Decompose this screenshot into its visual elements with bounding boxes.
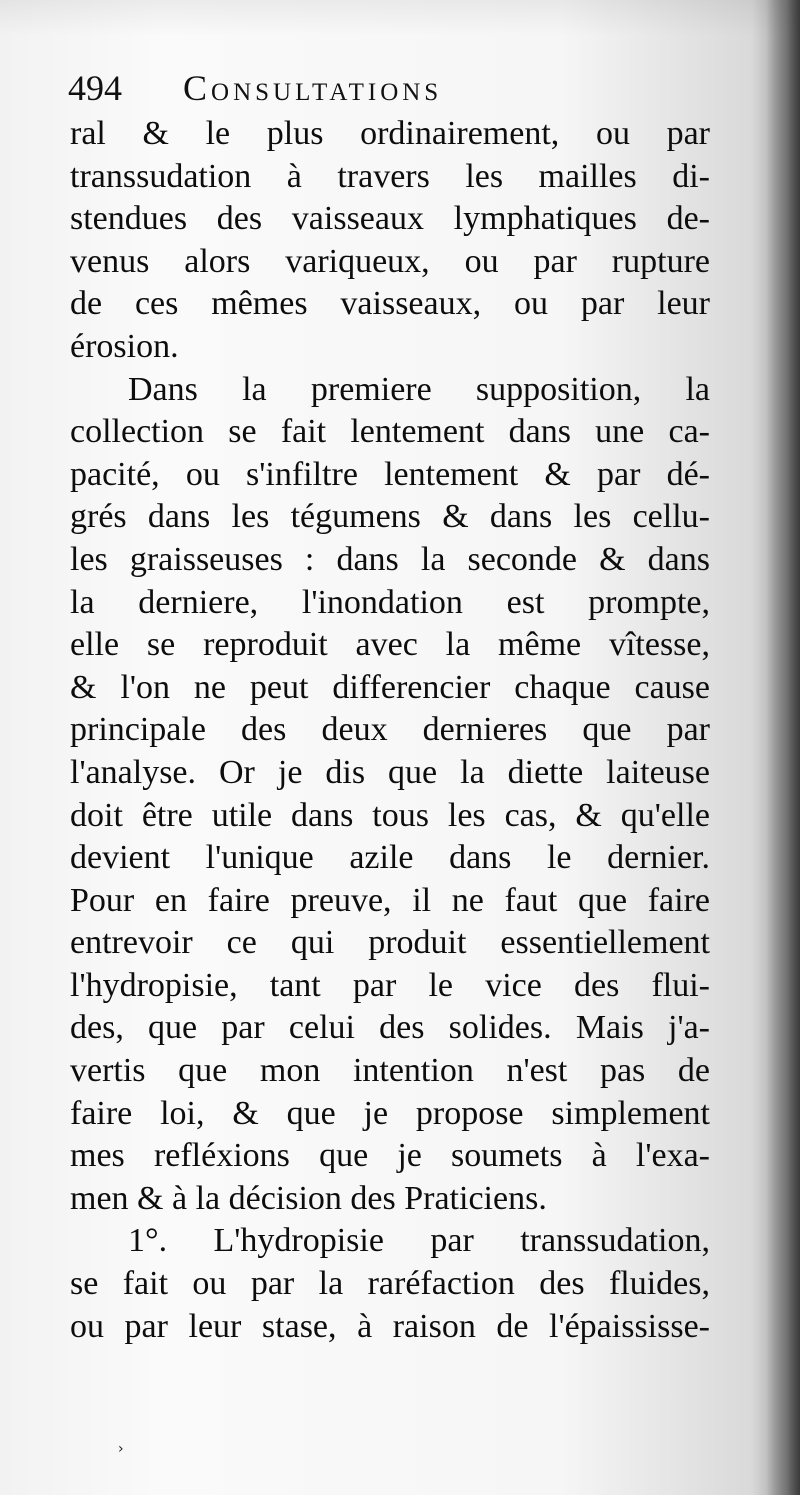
- text-line: se fait ou par la raréfaction des fluides,: [70, 1265, 710, 1303]
- paragraph-start-line: Dans la premiere supposition, la: [128, 370, 710, 408]
- text-line: ou par leur stase, à raison de l'épaississe-: [70, 1307, 710, 1345]
- text-line: collection se fait lentement dans une ca-: [70, 413, 710, 451]
- text-line: transsudation à travers les mailles di-: [70, 157, 710, 195]
- text-line: l'analyse. Or je dis que la diette laiteuse: [70, 753, 710, 791]
- text-line: men & à la décision des Praticiens.: [70, 1179, 547, 1217]
- text-line: vertis que mon intention n'est pas de: [70, 1052, 710, 1090]
- text-line: des, que par celui des solides. Mais j'a-: [70, 1009, 710, 1047]
- page-number: 494: [68, 68, 122, 108]
- bottom-print-mark: ›: [118, 1441, 124, 1457]
- text-line: la derniere, l'inondation est prompte,: [70, 583, 710, 621]
- text-line: devient l'unique azile dans le dernier.: [70, 839, 710, 877]
- page-binding-edge: [766, 0, 800, 1495]
- text-line: grés dans les tégumens & dans les cellu-: [70, 498, 710, 536]
- text-line: mes refléxions que je soumets à l'exa-: [70, 1137, 710, 1175]
- text-line: doit être utile dans tous les cas, & qu'elle: [70, 796, 710, 834]
- text-line: pacité, ou s'infiltre lentement & par dé-: [70, 455, 710, 493]
- text-line: venus alors variqueux, ou par rupture: [70, 242, 710, 280]
- text-line: elle se reproduit avec la même vîtesse,: [70, 626, 710, 664]
- text-line: principale des deux dernieres que par: [70, 711, 710, 749]
- text-line: & l'on ne peut differencier chaque cause: [70, 668, 710, 706]
- text-line: entrevoir ce qui produit essentiellement: [70, 924, 710, 962]
- running-title: Consultations: [183, 68, 443, 108]
- text-line: Pour en faire preuve, il ne faut que faire: [70, 881, 710, 919]
- text-line: ral & le plus ordinairement, ou par: [70, 115, 710, 152]
- text-line: de ces mêmes vaisseaux, ou par leur: [70, 285, 710, 323]
- text-line: stendues des vaisseaux lymphatiques de-: [70, 200, 710, 238]
- paragraph-start-line: 1°. L'hydropisie par transsudation,: [128, 1222, 710, 1260]
- body-text: [70, 113, 710, 1348]
- text-line: érosion.: [70, 327, 179, 365]
- text-line: les graisseuses : dans la seconde & dans: [70, 540, 710, 578]
- page-top-shadow: [0, 0, 800, 36]
- text-line: l'hydropisie, tant par le vice des flui-: [70, 966, 710, 1004]
- text-line: faire loi, & que je propose simplement: [70, 1094, 710, 1132]
- page-header: [68, 60, 668, 116]
